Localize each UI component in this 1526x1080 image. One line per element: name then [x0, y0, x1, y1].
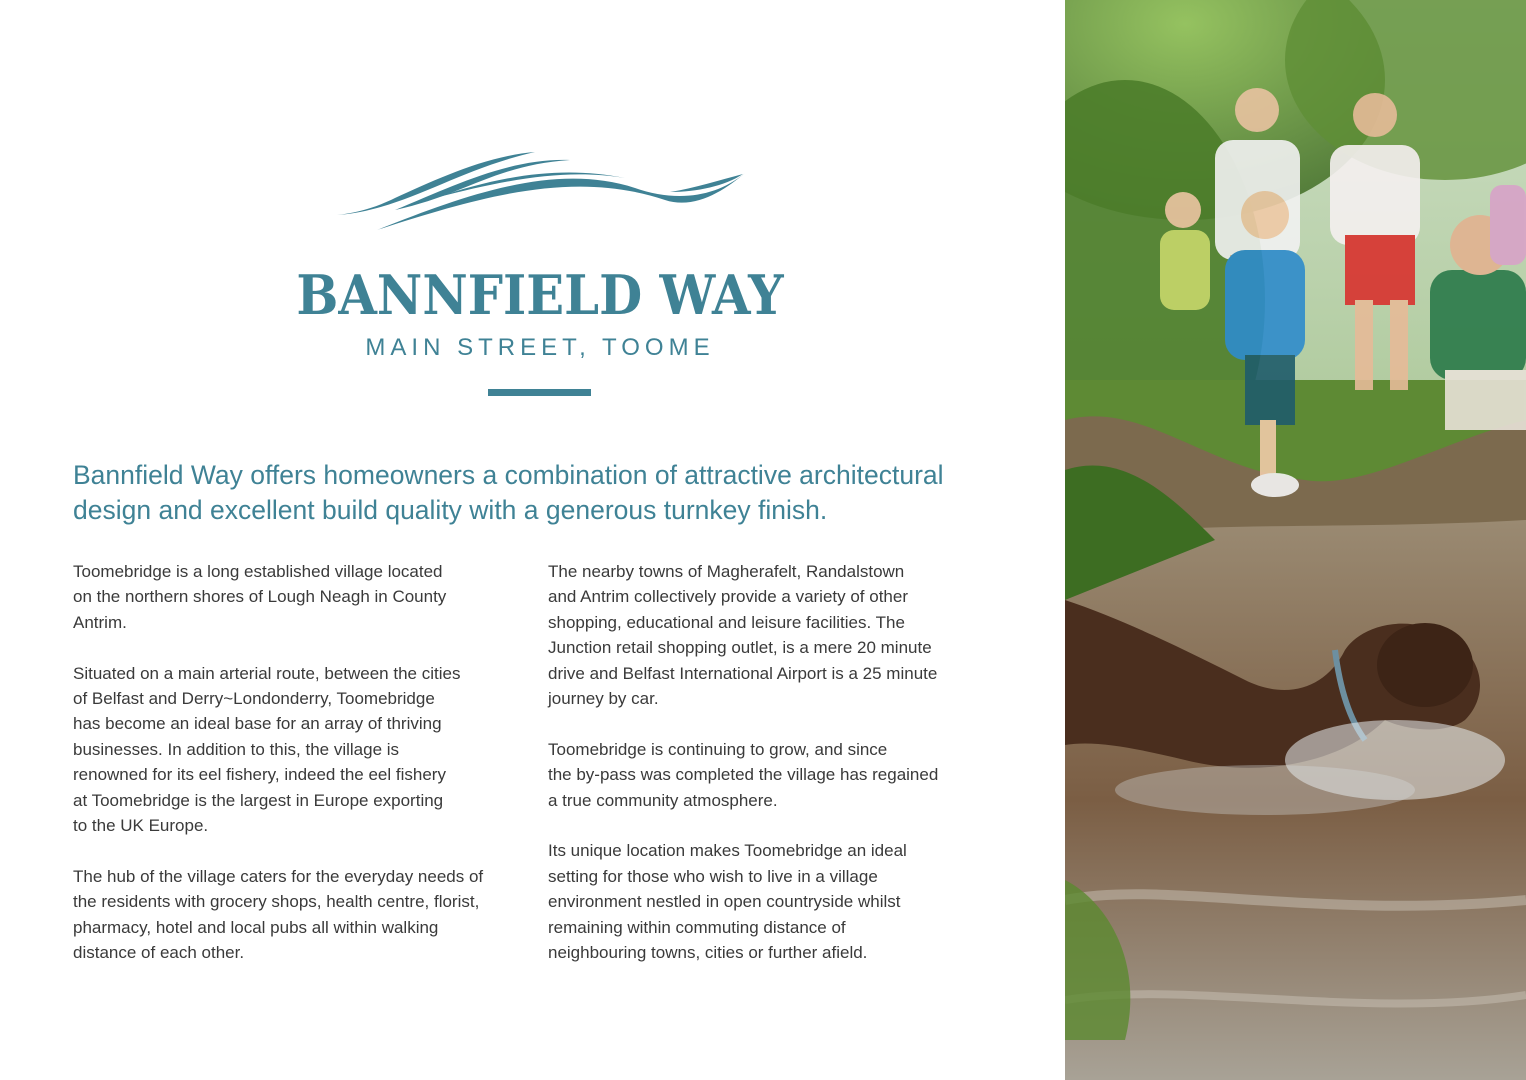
text-line: renowned for its eel fishery, indeed the eel fishery	[73, 765, 446, 785]
text-line: The nearby towns of Magherafelt, Randalstown	[548, 562, 905, 581]
lead-line: design and excellent build quality with a generous turnkey finish.	[73, 495, 828, 525]
brand-subtitle: MAIN STREET, TOOME	[365, 334, 715, 361]
text-line: Junction retail shopping outlet, is a mere 20 minute	[548, 638, 932, 658]
text-line: the by-pass was completed the village has regained	[548, 765, 939, 785]
paragraph	[73, 661, 533, 839]
text-line: The hub of the village caters for the everyday needs of	[73, 866, 484, 886]
text-line: on the northern shores of Lough Neagh in County	[73, 587, 447, 607]
title-divider	[488, 389, 591, 396]
text-line: at Toomebridge is the largest in Europe exporting	[73, 790, 444, 810]
text-line: drive and Belfast International Airport is a 25 minute	[548, 663, 938, 683]
text-line: distance of each other.	[73, 943, 245, 963]
left-text-column	[73, 559, 533, 991]
text-line: Situated on a main arterial route, between the cities	[73, 663, 461, 683]
text-line: Antrim.	[73, 612, 127, 632]
text-line: remaining within commuting distance of	[548, 917, 846, 937]
paragraph	[548, 737, 1018, 813]
text-line: has become an ideal base for an array of thriving	[73, 714, 442, 734]
text-line: journey by car.	[548, 689, 659, 709]
text-line: Toomebridge is continuing to grow, and since	[548, 739, 888, 759]
wave-logo-icon	[335, 140, 747, 235]
text-line: of Belfast and Derry~Londonderry, Toomebridge	[73, 689, 435, 709]
paragraph	[548, 838, 1018, 965]
right-text-column	[548, 559, 1018, 991]
text-line: setting for those who wish to live in a village	[548, 866, 878, 886]
family-stream-photo	[1065, 0, 1526, 1080]
lead-line: Bannfield Way offers homeowners a combination of attractive architectural	[73, 460, 944, 490]
text-line: shopping, educational and leisure facilities. The	[548, 612, 905, 632]
text-line: and Antrim collectively provide a variety of other	[548, 587, 909, 607]
text-line: Its unique location makes Toomebridge an ideal	[548, 841, 907, 861]
text-line: pharmacy, hotel and local pubs all within walking	[73, 917, 439, 937]
brand-title: BANNFIELD WAY	[296, 263, 784, 327]
text-line: a true community atmosphere.	[548, 790, 778, 810]
lead-paragraph	[73, 458, 1033, 528]
text-line: to the UK Europe.	[73, 816, 209, 836]
paragraph	[73, 864, 533, 966]
text-line: businesses. In addition to this, the village is	[73, 739, 400, 759]
text-line: environment nestled in open countryside whilst	[548, 892, 901, 912]
text-line: Toomebridge is a long established village located	[73, 562, 443, 581]
paragraph	[548, 559, 1018, 711]
text-line: the residents with grocery shops, health centre, florist,	[73, 892, 480, 912]
paragraph	[73, 559, 533, 635]
text-line: neighbouring towns, cities or further afield.	[548, 943, 868, 963]
